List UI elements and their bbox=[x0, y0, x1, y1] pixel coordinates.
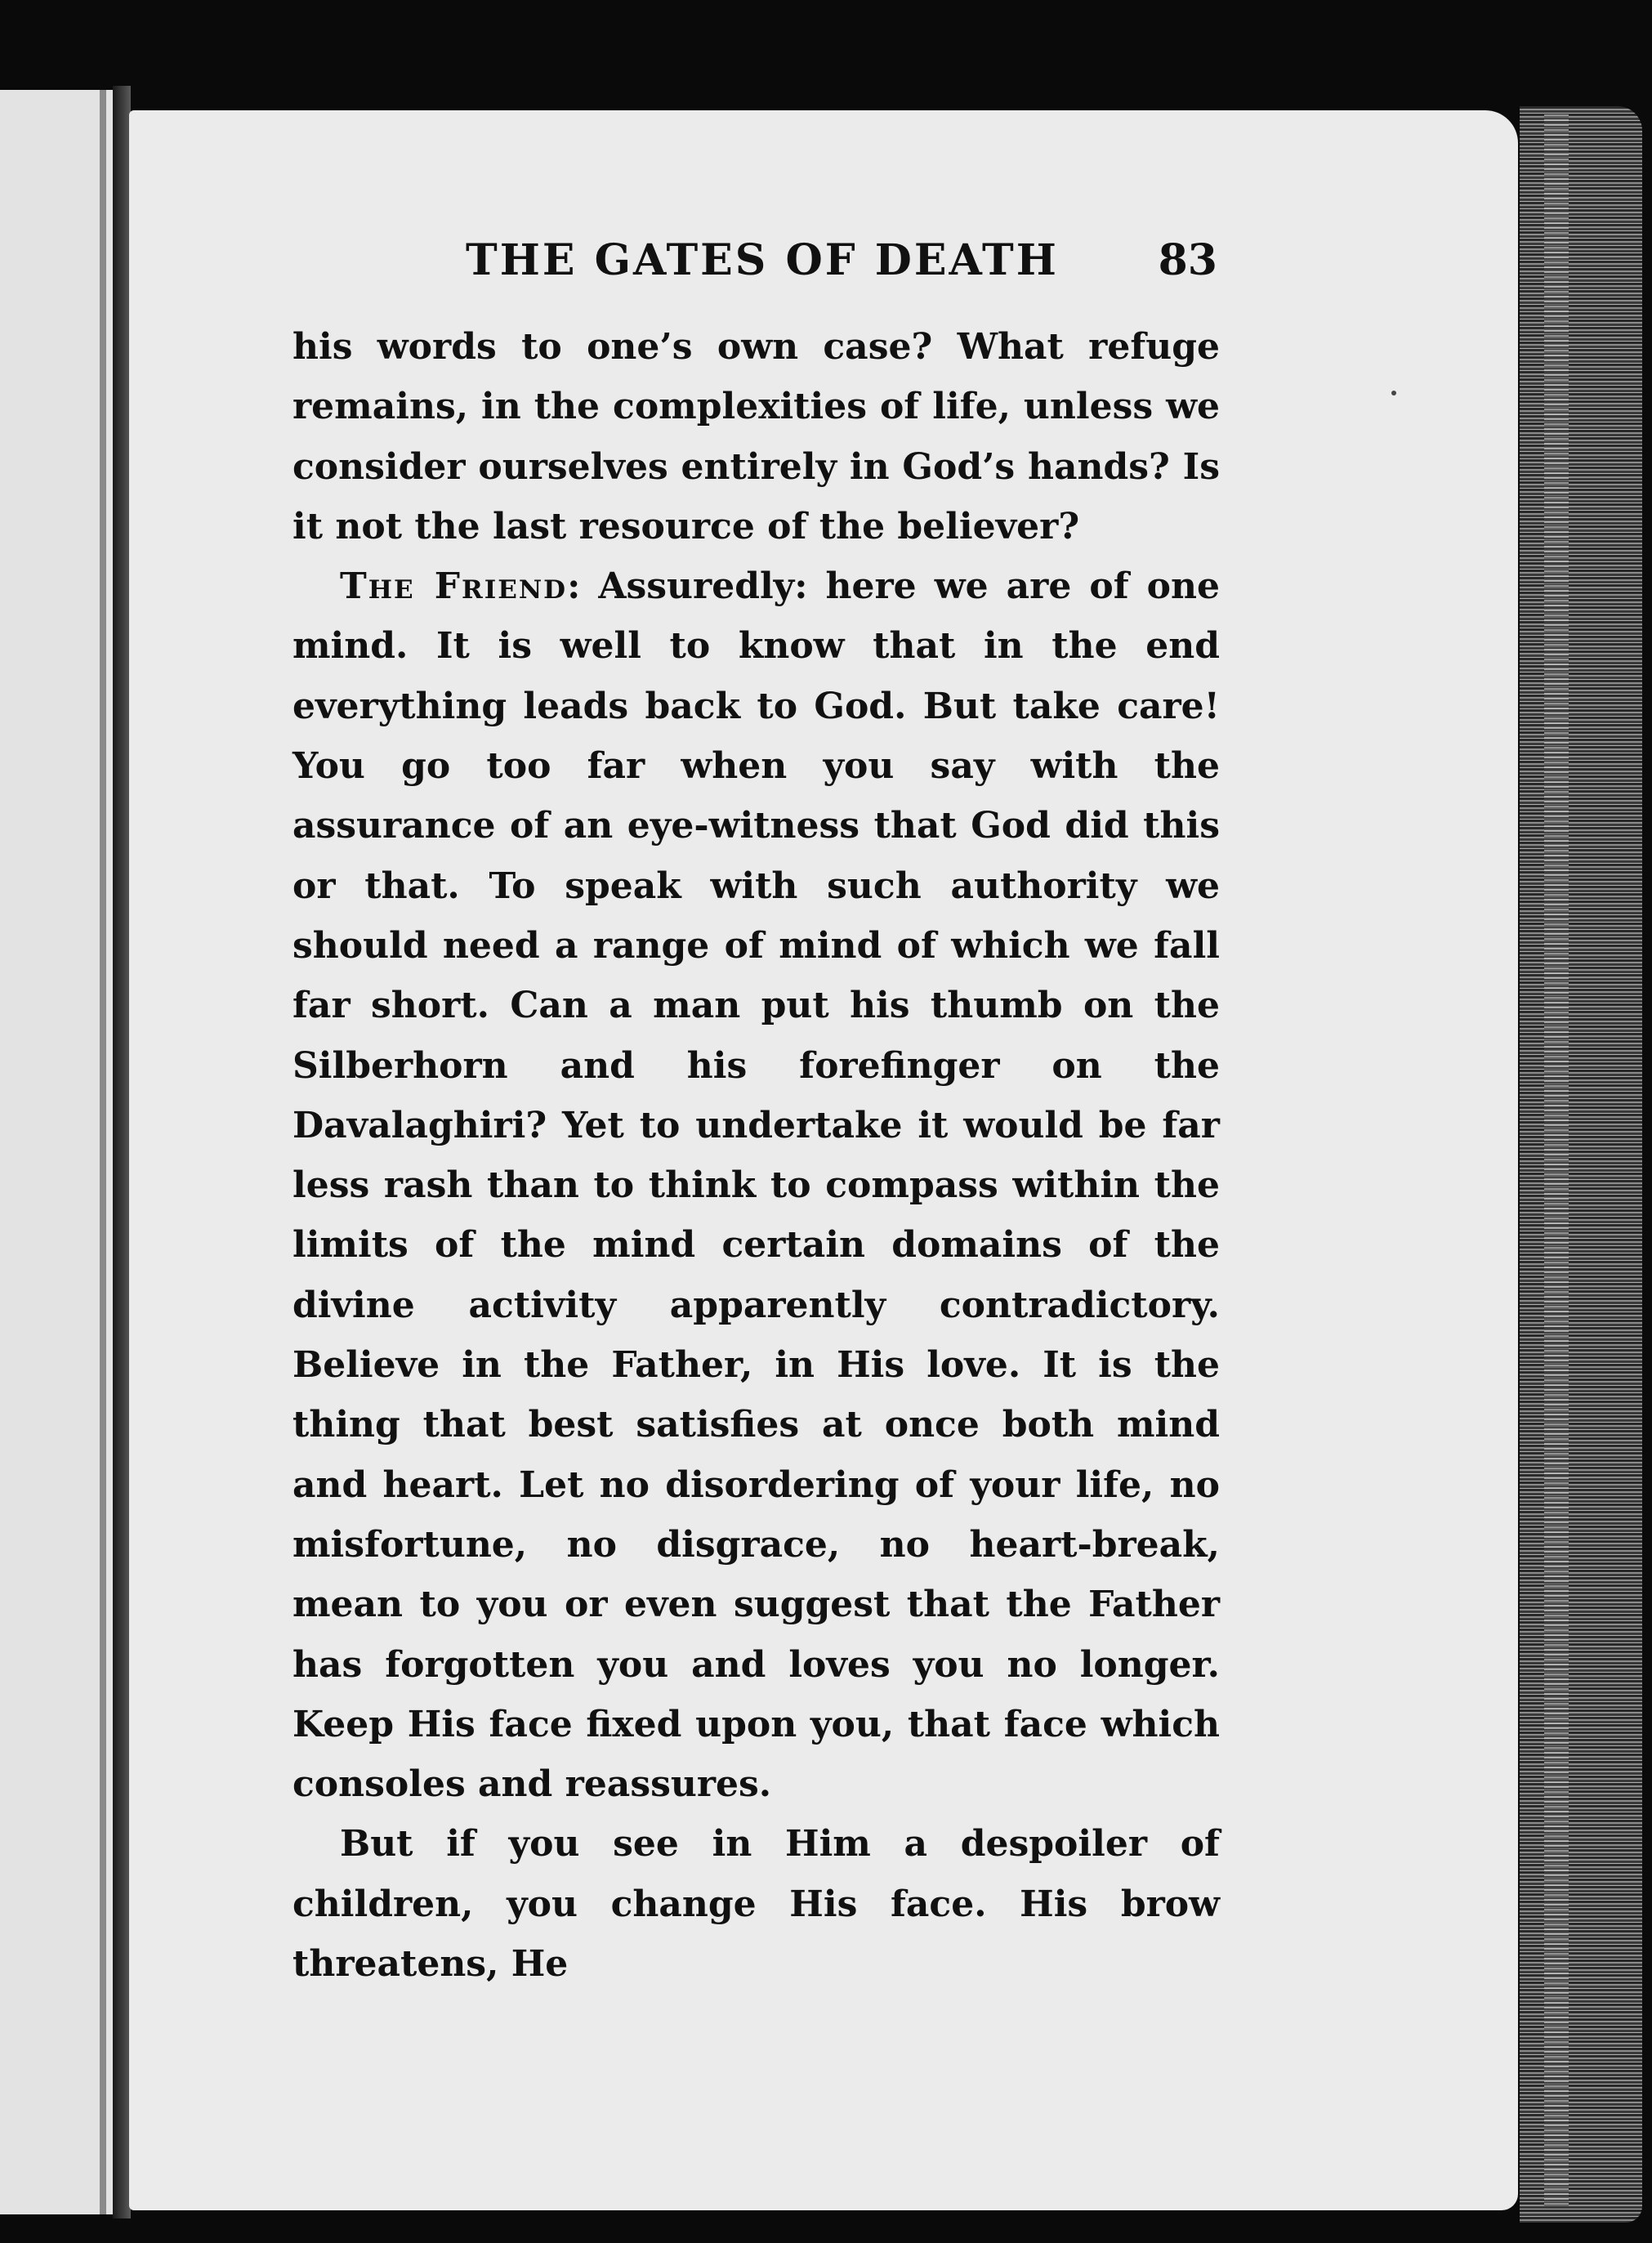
left-page-margin bbox=[0, 90, 113, 2214]
speaker-name: The Friend bbox=[340, 565, 568, 608]
paragraph: his words to one’s own case? What refuge remains, in the complexities of life, unless we consider ourselves entirely in God’s hands? Is it not the last resource of the believer? bbox=[292, 326, 1220, 547]
left-page-edge bbox=[100, 90, 106, 2214]
paragraph-text: : Assuredly: here we are of one mind. It is well to know that in the end everything leads back to God. But take care! You go too far when you say with the assurance of an eye-witness that God did this or that. To speak with such authority we should need a range of mind of which we fall far short. Can a man put his thumb on the Silberhorn and his forefinger on the Davalaghiri? Yet to undertake it would be far less rash than to think to compass within the limits of the mind certain domains of the divine activity apparently contradictory. Believe in the Father, in His love. It is the thing that best satisfies at once both mind and heart. Let no disordering of your life, no misfortune, no disgrace, no heart-break, mean to you or even suggest that the Father has forgotten you and loves you no longer. Keep His face fixed upon you, that face which consoles and reassures. bbox=[292, 565, 1221, 1806]
book-gutter bbox=[113, 86, 131, 2218]
page-body bbox=[292, 317, 1220, 1994]
paragraph bbox=[292, 556, 1220, 1814]
page-speck bbox=[1391, 391, 1396, 395]
page-number: 83 bbox=[1158, 235, 1217, 285]
running-title: THE GATES OF DEATH bbox=[466, 235, 1059, 285]
book-fore-edge bbox=[1520, 106, 1642, 2223]
book-fore-edge-pages bbox=[1544, 114, 1569, 2206]
page-header bbox=[294, 235, 1217, 301]
paragraph: But if you see in Him a despoiler of children, you change His face. His brow threatens, He bbox=[292, 1823, 1220, 1986]
